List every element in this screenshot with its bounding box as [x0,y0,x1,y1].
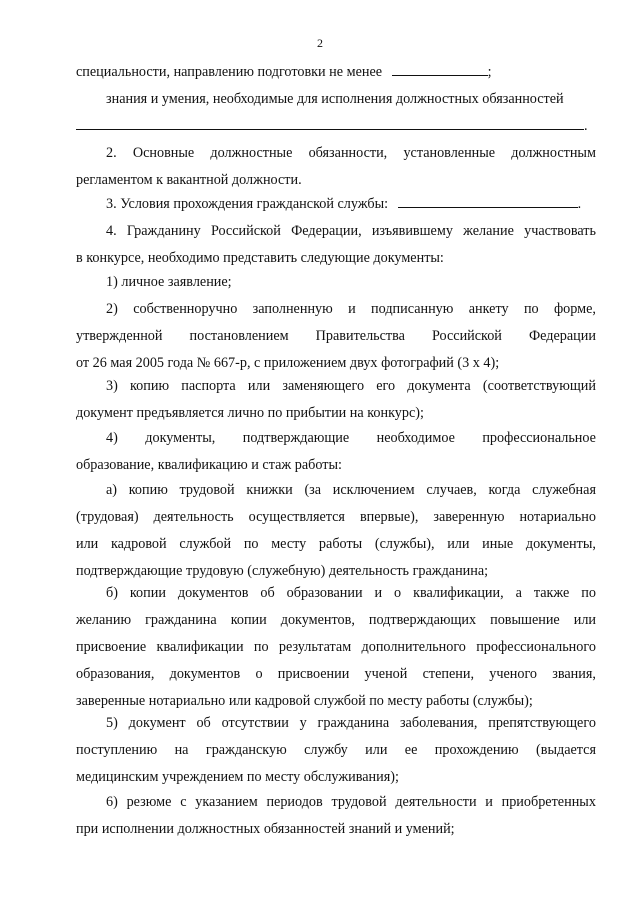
justified-line: 2) собственноручно заполненную и подписанную анкету по форме, [106,301,596,317]
paragraph-conditions [76,191,596,218]
list-item-resume [76,789,596,843]
paragraph-text: от 26 мая 2005 года № 667-р, с приложением двух фотографий (3 х 4); [76,355,500,371]
paragraph-specialty [76,59,596,86]
list-item-medical [76,710,596,791]
paragraph-text: 1) личное заявление; [106,274,232,290]
justified-line: 6) резюме с указанием периодов трудовой деятельности и приобретенных [106,794,596,810]
justified-line: 4. Гражданину Российской Федерации, изъявившему желание участвовать [106,223,596,239]
paragraph-text: документ предъявляется лично по прибытии на конкурс); [76,405,424,421]
paragraph-text: 3. Условия прохождения гражданской службы: [106,196,389,212]
justified-line: поступлению на гражданскую службу или ее прохождению (выдается [76,742,596,758]
paragraph-citizen [76,218,596,272]
justified-line: утвержденной постановлением Правительства Российской Федерации [76,328,596,344]
paragraph-knowledge [76,86,596,140]
paragraph-text: медицинским учреждением по месту обслуживания); [76,769,399,785]
fill-in-blank [398,193,578,208]
justified-line: (трудовая) деятельность осуществляется впервые), заверенную нотариально [76,509,596,525]
justified-line: 2. Основные должностные обязанности, установленные должностным [106,145,596,161]
page-number: 2 [317,36,323,50]
justified-line: желанию гражданина копии документов, подтверждающих повышение или [76,612,596,628]
list-item-education-docs [76,425,596,479]
paragraph-text: заверенные нотариально или кадровой службой по месту работы (службы); [76,693,533,709]
list-item-application [76,269,596,296]
list-item-questionnaire [76,296,596,377]
justified-line: 3) копию паспорта или заменяющего его документа (соответствующий [106,378,596,394]
paragraph-text: в конкурсе, необходимо представить следующие документы: [76,250,444,266]
list-item-passport [76,373,596,427]
fill-in-blank [392,61,488,76]
justified-line: образования, документов о присвоении ученой степени, ученого звания, [76,666,596,682]
paragraph-text: специальности, направлению подготовки не менее [76,64,383,80]
fill-in-blank [76,115,584,130]
justified-line: 5) документ об отсутствии у гражданина заболевания, препятствующего [106,715,596,731]
justified-line: б) копии документов об образовании и о квалификации, а также по [106,585,596,601]
justified-line: или кадровой службой по месту работы (службы), или иные документы, [76,536,596,552]
paragraph-text: подтверждающие трудовую (служебную) деятельность гражданина; [76,563,489,579]
paragraph-text: регламентом к вакантной должности. [76,172,302,188]
line-end-mark: . [577,196,582,212]
line-end-mark: . [584,118,588,134]
justified-line: а) копию трудовой книжки (за исключением случаев, когда служебная [106,482,596,498]
list-item-work-book [76,477,596,585]
line-end-mark: ; [487,64,492,80]
paragraph-text: образование, квалификацию и стаж работы: [76,457,342,473]
list-item-education-copies [76,580,596,715]
paragraph-duties [76,140,596,194]
justified-line: 4) документы, подтверждающие необходимое профессиональное [106,430,596,446]
paragraph-text: знания и умения, необходимые для исполнения должностных обязанностей [106,91,564,107]
justified-line: присвоение квалификации по результатам дополнительного профессионального [76,639,596,655]
paragraph-text: при исполнении должностных обязанностей знаний и умений; [76,821,455,837]
